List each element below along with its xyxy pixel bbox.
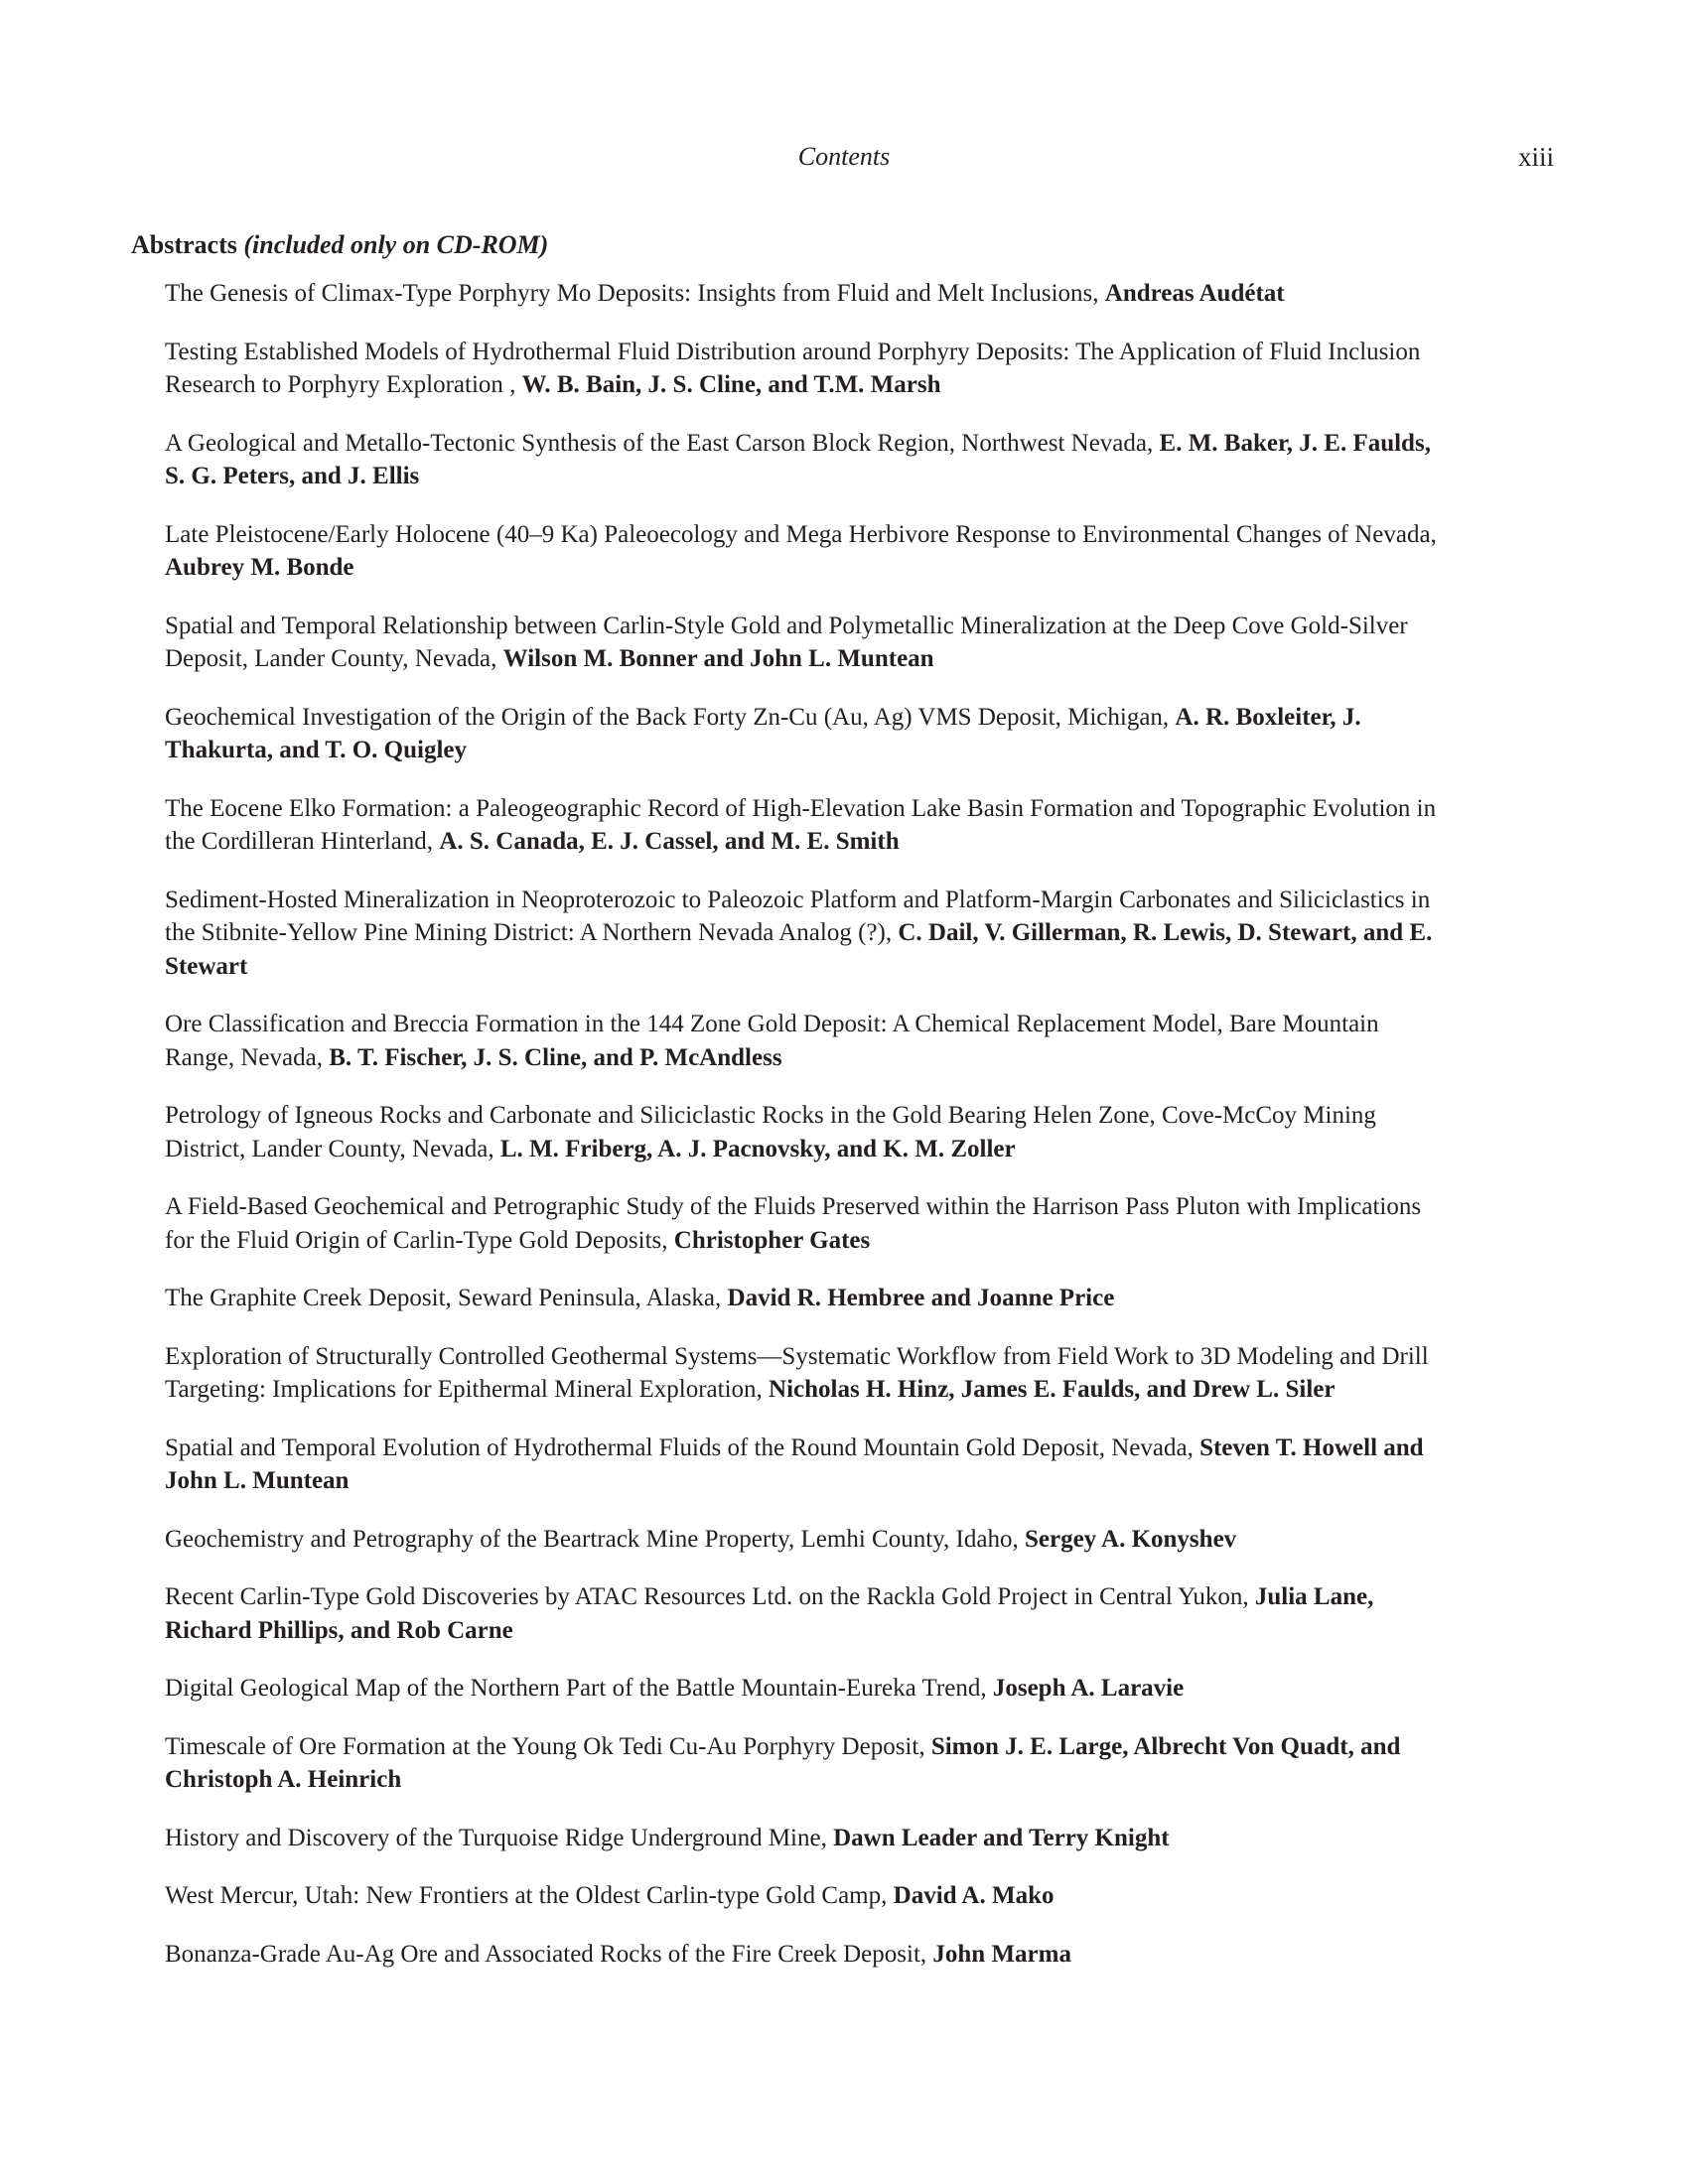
entry-title: Exploration of Structurally Controlled Geothermal Systems—Systematic Workflow from Field Work to 3D Modeling and Drill Targeting: Implications for Epithermal Mineral Exploration, xyxy=(165,1342,1429,1403)
entry-title: Sediment-Hosted Mineralization in Neoproterozoic to Paleozoic Platform and Platform-Margin Carbonates and Siliciclastics in the Stibnite-Yellow Pine Mining District: A Northern Nevada Analog (?), xyxy=(165,886,1431,946)
contents-entry xyxy=(165,1580,1452,1647)
entry-title: Spatial and Temporal Relationship between Carlin-Style Gold and Polymetallic Mineralization at the Deep Cove Gold-Silver Deposit, Lander County, Nevada, xyxy=(165,612,1408,672)
contents-entry xyxy=(165,610,1452,676)
entry-title: Ore Classification and Breccia Formation in the 144 Zone Gold Deposit: A Chemical Replacement Model, Bare Mountain Range, Nevada, xyxy=(165,1011,1379,1071)
entry-title: Spatial and Temporal Evolution of Hydrothermal Fluids of the Round Mountain Gold Deposit, Nevada, xyxy=(165,1433,1200,1461)
entry-authors: C. Dail, V. Gillerman, R. Lewis, D. Stewart, and E. Stewart xyxy=(165,919,1433,980)
entry-authors: Christopher Gates xyxy=(673,1226,871,1254)
entry-authors: Julia Lane, Richard Phillips, and Rob Carne xyxy=(165,1583,1374,1644)
entry-authors: Simon J. E. Large, Albrecht Von Quadt, and Christoph A. Heinrich xyxy=(165,1732,1401,1793)
contents-entry xyxy=(165,518,1452,585)
contents-entry xyxy=(165,884,1452,984)
entry-title: Geochemical Investigation of the Origin of the Back Forty Zn-Cu (Au, Ag) VMS Deposit, Michigan, xyxy=(165,703,1176,731)
contents-entry xyxy=(165,1672,1452,1706)
contents-entry xyxy=(165,1523,1452,1557)
entry-authors: L. M. Friberg, A. J. Pacnovsky, and K. M. Zoller xyxy=(499,1135,1016,1162)
entry-authors: Wilson M. Bonner and John L. Muntean xyxy=(502,645,934,672)
contents-entry xyxy=(165,1432,1452,1498)
entry-title: Geochemistry and Petrography of the Beartrack Mine Property, Lemhi County, Idaho, xyxy=(165,1525,1025,1553)
entry-title: The Genesis of Climax-Type Porphyry Mo Deposits: Insights from Fluid and Melt Inclusions, xyxy=(165,280,1105,307)
contents-entry xyxy=(165,1340,1452,1407)
entry-authors: Sergey A. Konyshev xyxy=(1024,1525,1237,1553)
entry-title: West Mercur, Utah: New Frontiers at the Oldest Carlin-type Gold Camp, xyxy=(165,1882,894,1909)
contents-entry xyxy=(165,1879,1452,1913)
entry-title: Late Pleistocene/Early Holocene (40–9 Ka) Paleoecology and Mega Herbivore Response to Environmental Changes of Nevada, xyxy=(165,520,1437,548)
entry-authors: Andreas Audétat xyxy=(1104,280,1285,307)
entry-title: Digital Geological Map of the Northern Part of the Battle Mountain-Eureka Trend, xyxy=(165,1675,993,1702)
contents-entry xyxy=(165,1938,1452,1972)
entry-authors: Aubrey M. Bonde xyxy=(165,554,354,581)
entry-authors: David R. Hembree and Joanne Price xyxy=(727,1285,1115,1311)
section-heading-note: (included only on CD-ROM) xyxy=(243,230,549,259)
entry-title: Timescale of Ore Formation at the Young Ok Tedi Cu-Au Porphyry Deposit, xyxy=(165,1732,931,1760)
abstracts-section xyxy=(131,225,1452,1995)
page-number: xiii xyxy=(1517,142,1554,172)
section-heading-text: Abstracts xyxy=(131,230,237,259)
section-heading xyxy=(131,225,1452,265)
entry-authors: A. R. Boxleiter, J. Thakurta, and T. O. Quigley xyxy=(165,703,1361,763)
entry-authors: A. S. Canada, E. J. Cassel, and M. E. Smith xyxy=(439,828,900,855)
contents-entry xyxy=(165,1282,1452,1315)
contents-entry xyxy=(165,1008,1452,1074)
running-header xyxy=(0,137,1688,177)
contents-entry xyxy=(165,1099,1452,1165)
contents-list xyxy=(131,277,1452,1971)
contents-entry xyxy=(165,792,1452,859)
contents-entry xyxy=(165,1822,1452,1855)
contents-entry xyxy=(165,1190,1452,1257)
entry-title: A Geological and Metallo-Tectonic Synthesis of the East Carson Block Region, Northwest Nevada, xyxy=(165,429,1160,457)
entry-authors: B. T. Fischer, J. S. Cline, and P. McAndless xyxy=(329,1043,782,1071)
entry-title: Bonanza-Grade Au-Ag Ore and Associated Rocks of the Fire Creek Deposit, xyxy=(165,1940,933,1968)
entry-authors: John Marma xyxy=(932,1940,1071,1968)
entry-title: Recent Carlin-Type Gold Discoveries by ATAC Resources Ltd. on the Rackla Gold Project in Central Yukon, xyxy=(165,1583,1255,1610)
contents-entry xyxy=(165,277,1452,311)
contents-entry xyxy=(165,336,1452,402)
entry-title: The Graphite Creek Deposit, Seward Peninsula, Alaska, xyxy=(165,1285,728,1311)
entry-title: A Field-Based Geochemical and Petrographic Study of the Fluids Preserved within the Harrison Pass Pluton with Implications for the Fluid Origin of Carlin-Type Gold Deposits, xyxy=(165,1193,1422,1254)
entry-authors: Joseph A. Laravie xyxy=(992,1675,1185,1702)
contents-entry xyxy=(165,1730,1452,1797)
entry-authors: Steven T. Howell and John L. Muntean xyxy=(165,1433,1424,1494)
entry-authors: W. B. Bain, J. S. Cline, and T.M. Marsh xyxy=(521,371,941,398)
entry-authors: E. M. Baker, J. E. Faulds, S. G. Peters, and J. Ellis xyxy=(165,429,1431,489)
entry-title: The Eocene Elko Formation: a Paleogeographic Record of High-Elevation Lake Basin Formation and Topographic Evolution in the Cordilleran Hinterland, xyxy=(165,794,1437,855)
running-title: Contents xyxy=(797,142,891,171)
entry-title: Testing Established Models of Hydrothermal Fluid Distribution around Porphyry Deposits: The Application of Fluid Inclusion Research to Porphyry Exploration , xyxy=(165,338,1421,398)
entry-authors: Dawn Leader and Terry Knight xyxy=(833,1824,1170,1851)
entry-title: Petrology of Igneous Rocks and Carbonate and Siliciclastic Rocks in the Gold Bearing Helen Zone, Cove-McCoy Mining District, Lander County, Nevada, xyxy=(165,1102,1376,1162)
entry-authors: David A. Mako xyxy=(893,1882,1055,1909)
entry-title: History and Discovery of the Turquoise Ridge Underground Mine, xyxy=(165,1824,834,1851)
contents-entry xyxy=(165,427,1452,493)
entry-authors: Nicholas H. Hinz, James E. Faulds, and Drew L. Siler xyxy=(769,1376,1336,1403)
contents-entry xyxy=(165,701,1452,767)
